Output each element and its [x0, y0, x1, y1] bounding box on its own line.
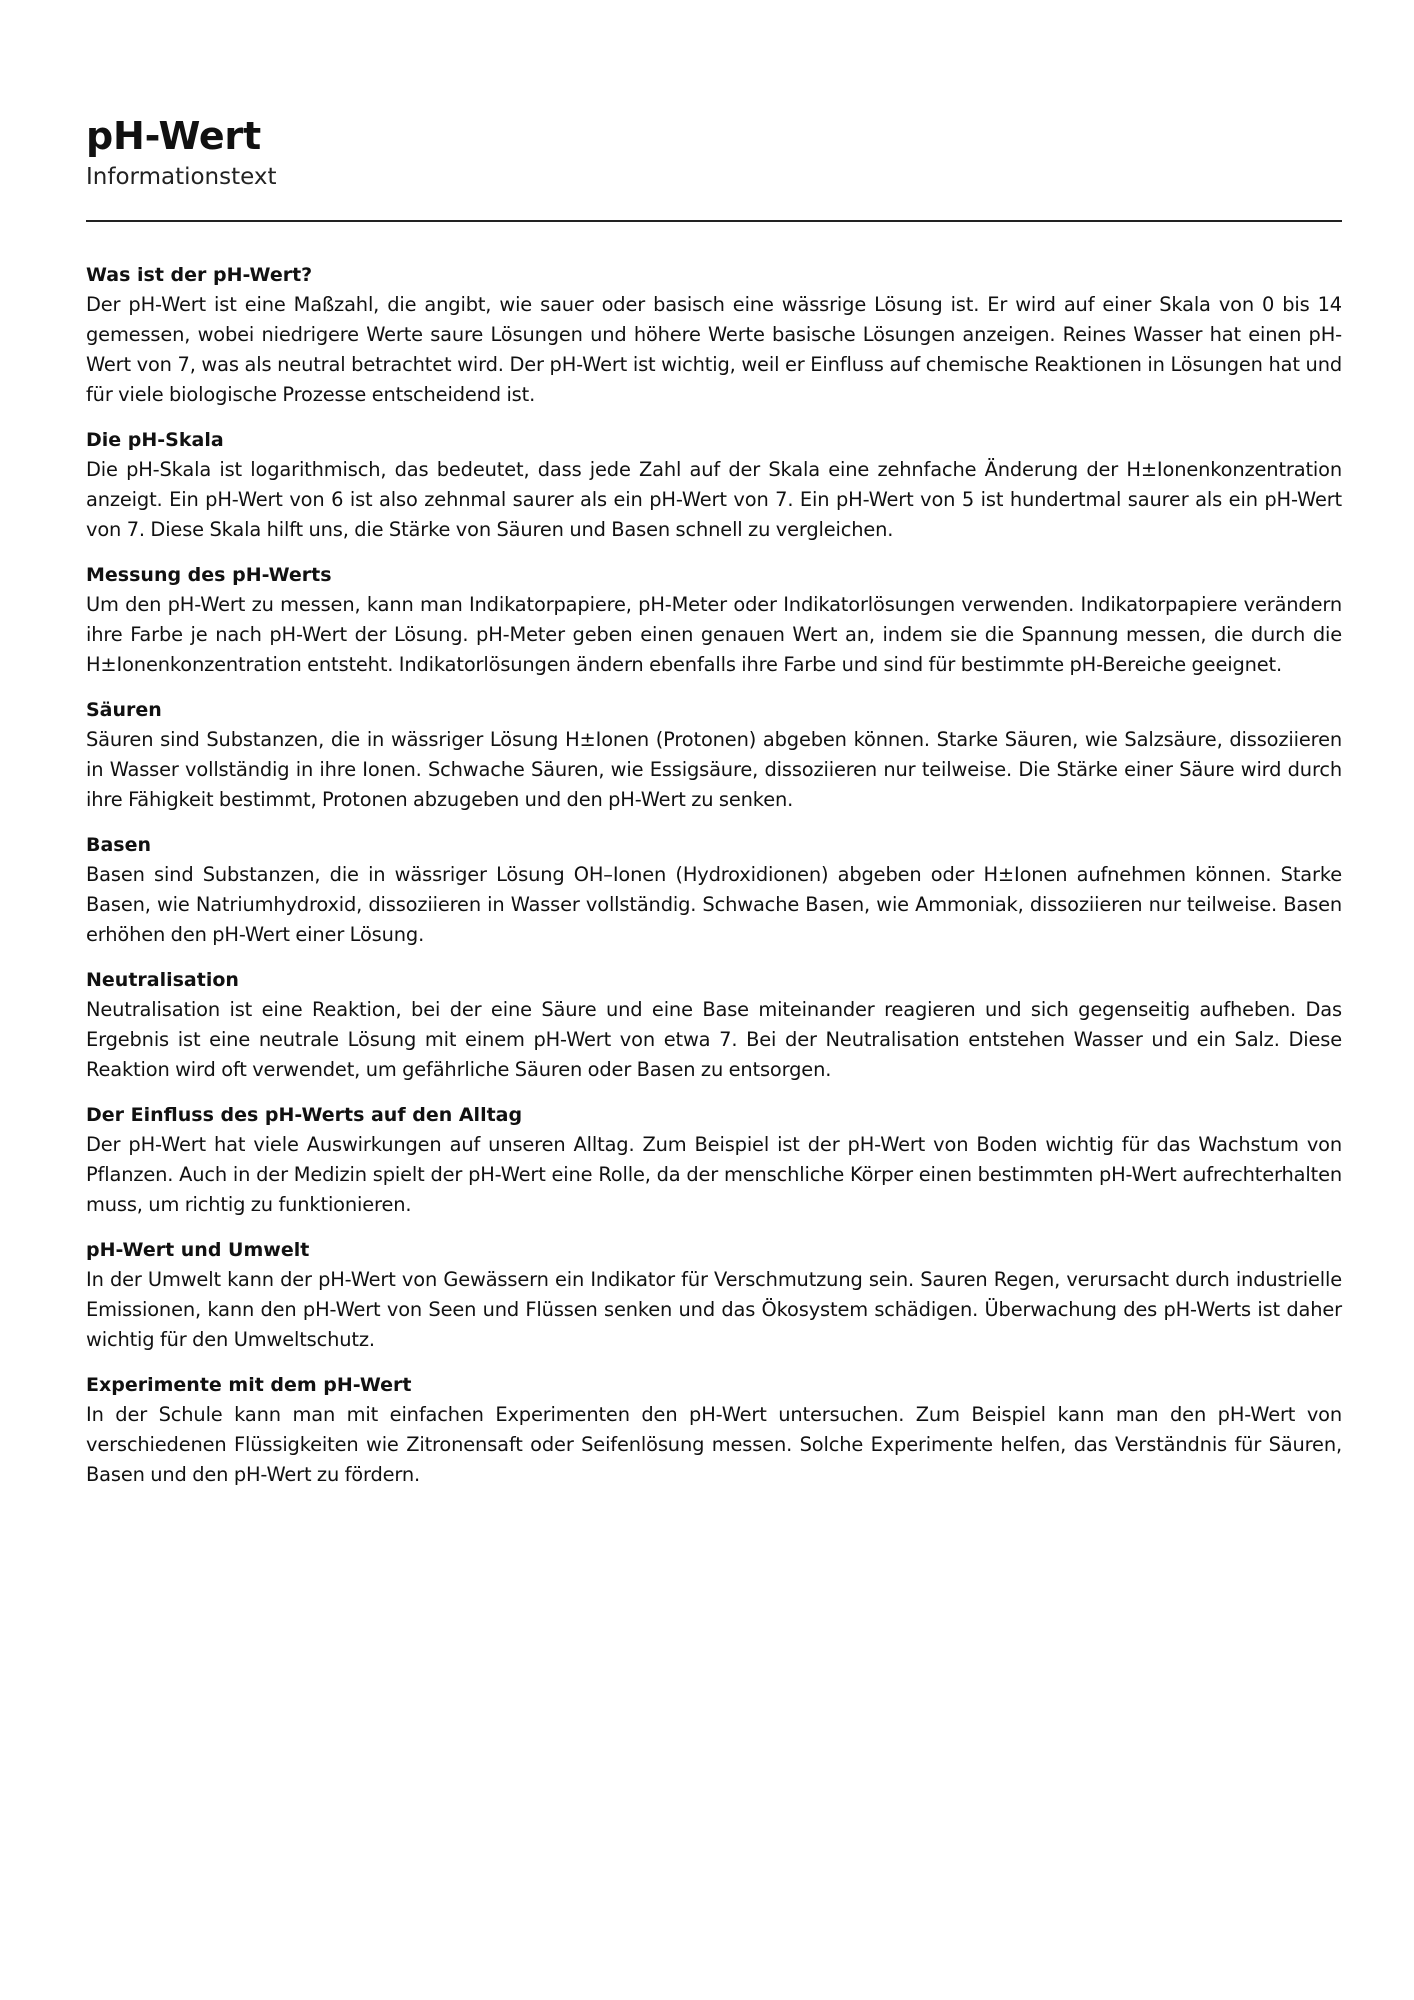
section-neutralisation	[86, 965, 1342, 1085]
section-experimente	[86, 1370, 1342, 1490]
section-umwelt	[86, 1235, 1342, 1355]
section-body: Der pH-Wert ist eine Maßzahl, die angibt, wie sauer oder basisch eine wässrige Lösung ist. Er wird auf einer Skala von 0 bis 14 gemessen, wobei niedrigere Werte saure Lösungen und höhere Werte basische Lösungen anzeigen. Reines Wasser hat einen pH-Wert von 7, was als neutral betrachtet wird. Der pH-Wert ist wichtig, weil er Einfluss auf chemische Reaktionen in Lösungen hat und für viele biologische Prozesse entscheidend ist.	[86, 293, 1342, 406]
section-ph-skala	[86, 425, 1342, 545]
section-body: Neutralisation ist eine Reaktion, bei der eine Säure und eine Base miteinander reagieren und sich gegenseitig aufheben. Das Ergebnis ist eine neutrale Lösung mit einem pH-Wert von etwa 7. Bei der Neutralisation entstehen Wasser und ein Salz. Diese Reaktion wird oft verwendet, um gefährliche Säuren oder Basen zu entsorgen.	[86, 998, 1342, 1081]
section-heading: Säuren	[86, 699, 162, 721]
section-heading: Basen	[86, 834, 152, 856]
section-heading: Experimente mit dem pH-Wert	[86, 1374, 412, 1396]
section-heading: Neutralisation	[86, 969, 239, 991]
document-title: pH-Wert	[86, 114, 261, 158]
document-page	[86, 112, 1342, 1505]
section-body: Die pH-Skala ist logarithmisch, das bedeutet, dass jede Zahl auf der Skala eine zehnfache Änderung der H±Ionenkonzentration anzeigt. Ein pH-Wert von 6 ist also zehnmal saurer als ein pH-Wert von 7. Ein pH-Wert von 5 ist hundertmal saurer als ein pH-Wert von 7. Diese Skala hilft uns, die Stärke von Säuren und Basen schnell zu vergleichen.	[86, 458, 1342, 541]
section-heading: Die pH-Skala	[86, 429, 224, 451]
section-heading: Messung des pH-Werts	[86, 564, 332, 586]
section-body: Säuren sind Substanzen, die in wässriger Lösung H±Ionen (Protonen) abgeben können. Starke Säuren, wie Salzsäure, dissoziieren in Wasser vollständig in ihre Ionen. Schwache Säuren, wie Essigsäure, dissoziieren nur teilweise. Die Stärke einer Säure wird durch ihre Fähigkeit bestimmt, Protonen abzugeben und den pH-Wert zu senken.	[86, 728, 1342, 811]
title-divider	[86, 220, 1342, 222]
section-heading: Was ist der pH-Wert?	[86, 264, 313, 286]
section-body: In der Umwelt kann der pH-Wert von Gewässern ein Indikator für Verschmutzung sein. Sauren Regen, verursacht durch industrielle Emissionen, kann den pH-Wert von Seen und Flüssen senken und das Ökosystem schädigen. Überwachung des pH-Werts ist daher wichtig für den Umweltschutz.	[86, 1268, 1342, 1351]
section-body: Der pH-Wert hat viele Auswirkungen auf unseren Alltag. Zum Beispiel ist der pH-Wert von Boden wichtig für das Wachstum von Pflanzen. Auch in der Medizin spielt der pH-Wert eine Rolle, da der menschliche Körper einen bestimmten pH-Wert aufrechterhalten muss, um richtig zu funktionieren.	[86, 1133, 1342, 1216]
section-heading: pH-Wert und Umwelt	[86, 1239, 310, 1261]
section-heading: Der Einfluss des pH-Werts auf den Alltag	[86, 1104, 523, 1126]
section-alltag	[86, 1100, 1342, 1220]
section-body: Basen sind Substanzen, die in wässriger Lösung OH–Ionen (Hydroxidionen) abgeben oder H±Ionen aufnehmen können. Starke Basen, wie Natriumhydroxid, dissoziieren in Wasser vollständig. Schwache Basen, wie Ammoniak, dissoziieren nur teilweise. Basen erhöhen den pH-Wert einer Lösung.	[86, 863, 1342, 946]
section-body: In der Schule kann man mit einfachen Experimenten den pH-Wert untersuchen. Zum Beispiel kann man den pH-Wert von verschiedenen Flüssigkeiten wie Zitronensaft oder Seifenlösung messen. Solche Experimente helfen, das Verständnis für Säuren, Basen und den pH-Wert zu fördern.	[86, 1403, 1342, 1486]
section-messung	[86, 560, 1342, 680]
document-subtitle: Informationstext	[86, 164, 277, 190]
section-was-ist-ph	[86, 260, 1342, 410]
section-body: Um den pH-Wert zu messen, kann man Indikatorpapiere, pH-Meter oder Indikatorlösungen verwenden. Indikatorpapiere verändern ihre Farbe je nach pH-Wert der Lösung. pH-Meter geben einen genauen Wert an, indem sie die Spannung messen, die durch die H±Ionenkonzentration entsteht. Indikatorlösungen ändern ebenfalls ihre Farbe und sind für bestimmte pH-Bereiche geeignet.	[86, 593, 1342, 676]
section-saeuren	[86, 695, 1342, 815]
section-basen	[86, 830, 1342, 950]
